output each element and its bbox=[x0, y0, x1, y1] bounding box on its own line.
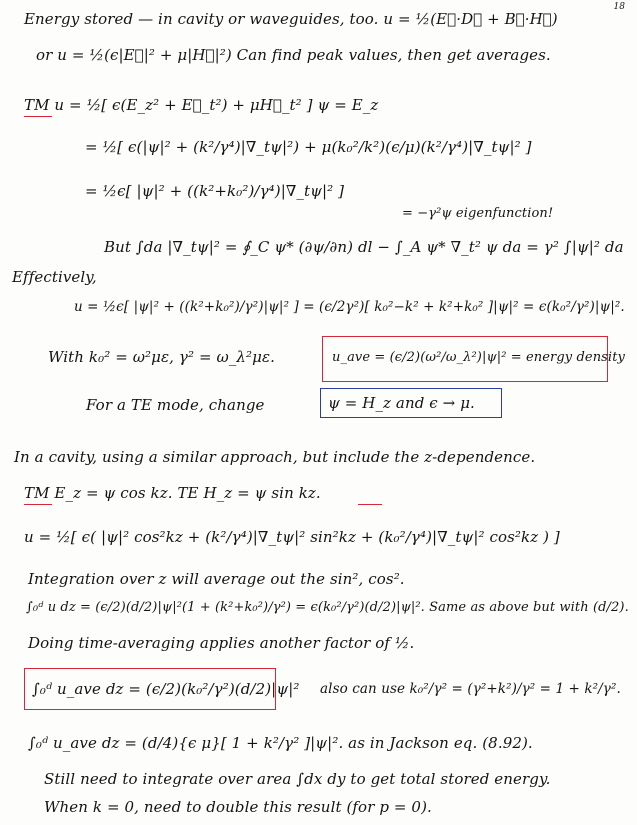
page-number: 18 bbox=[613, 2, 625, 12]
line-energy-density: u_ave = (ϵ/2)(ω²/ω_λ²)|ψ|² = energy density bbox=[332, 350, 625, 365]
tm-underline bbox=[24, 116, 52, 117]
line-tm-step1: = ½[ ϵ(|ψ|² + (k²/γ⁴)|∇_tψ|²) + μ(k₀²/k²)(ϵ/μ)(k²/γ⁴)|∇_tψ|² ] bbox=[85, 138, 532, 156]
line-te-mode: For a TE mode, change bbox=[86, 396, 265, 414]
line-tm-energy: TM u = ½[ ϵ(E_z² + E⃗_t²) + μH⃗_t² ] ψ = E_z bbox=[24, 96, 379, 114]
line-cavity-u: u = ½[ ϵ( |ψ|² cos²kz + (k²/γ⁴)|∇_tψ|² sin²kz + (k₀²/γ⁴)|∇_tψ|² cos²kz ) ] bbox=[24, 528, 560, 546]
line-time-averaging: Doing time-averaging applies another factor of ½. bbox=[28, 634, 415, 652]
line-energy-alt-form: or u = ½(ϵ|E⃗|² + μ|H⃗|²) Can find peak values, then get averages. bbox=[36, 46, 551, 64]
line-uave-integral: ∫₀ᵈ u_ave dz = (ϵ/2)(k₀²/γ²)(d/2)|ψ|² bbox=[32, 680, 300, 698]
te-cavity-underline bbox=[358, 504, 382, 505]
line-when-k-zero: When k = 0, need to double this result (for p = 0). bbox=[44, 798, 432, 816]
line-still-need: Still need to integrate over area ∫dx dy to get total stored energy. bbox=[44, 770, 551, 788]
tm-cavity-underline bbox=[24, 504, 52, 505]
line-but-integral: But ∫da |∇_tψ|² = ∮_C ψ* (∂ψ/∂n) dl − ∫_A ψ* ∇_t² ψ da = γ² ∫|ψ|² da bbox=[104, 238, 624, 256]
line-also-can-use: also can use k₀²/γ² = (γ²+k²)/γ² = 1 + k²/γ². bbox=[320, 681, 621, 697]
line-integration-note: Integration over z will average out the sin², cos². bbox=[28, 570, 405, 588]
line-tm-step2: = ½ϵ[ |ψ|² + ((k²+k₀²)/γ⁴)|∇_tψ|² ] bbox=[85, 182, 345, 200]
line-integral-u: ∫₀ᵈ u dz = (ϵ/2)(d/2)|ψ|²(1 + (k²+k₀²)/γ²) = ϵ(k₀²/γ²)(d/2)|ψ|². Same as above but with (d/2). bbox=[26, 600, 629, 615]
eigenfunction-note: = −γ²ψ eigenfunction! bbox=[402, 206, 554, 221]
line-jackson: ∫₀ᵈ u_ave dz = (d/4){ϵ μ}[ 1 + k²/γ² ]|ψ|². as in Jackson eq. (8.92). bbox=[28, 734, 533, 752]
line-with-k0: With k₀² = ω²με, γ² = ω_λ²με. bbox=[48, 348, 276, 366]
line-effective-u: u = ½ϵ[ |ψ|² + ((k²+k₀²)/γ²)|ψ|² ] = (ϵ/2γ²)[ k₀²−k² + k²+k₀² ]|ψ|² = ϵ(k₀²/γ²)|ψ|². bbox=[74, 299, 625, 315]
line-te-change: ψ = H_z and ϵ → μ. bbox=[328, 394, 475, 412]
line-tm-te-fields: TM E_z = ψ cos kz. TE H_z = ψ sin kz. bbox=[24, 484, 321, 502]
line-cavity-intro: In a cavity, using a similar approach, but include the z-dependence. bbox=[14, 448, 536, 466]
line-energy-stored: Energy stored — in cavity or waveguides, too. u = ½(E⃗·D⃗ + B⃗·H⃗) bbox=[24, 10, 558, 28]
line-effectively: Effectively, bbox=[12, 268, 97, 286]
